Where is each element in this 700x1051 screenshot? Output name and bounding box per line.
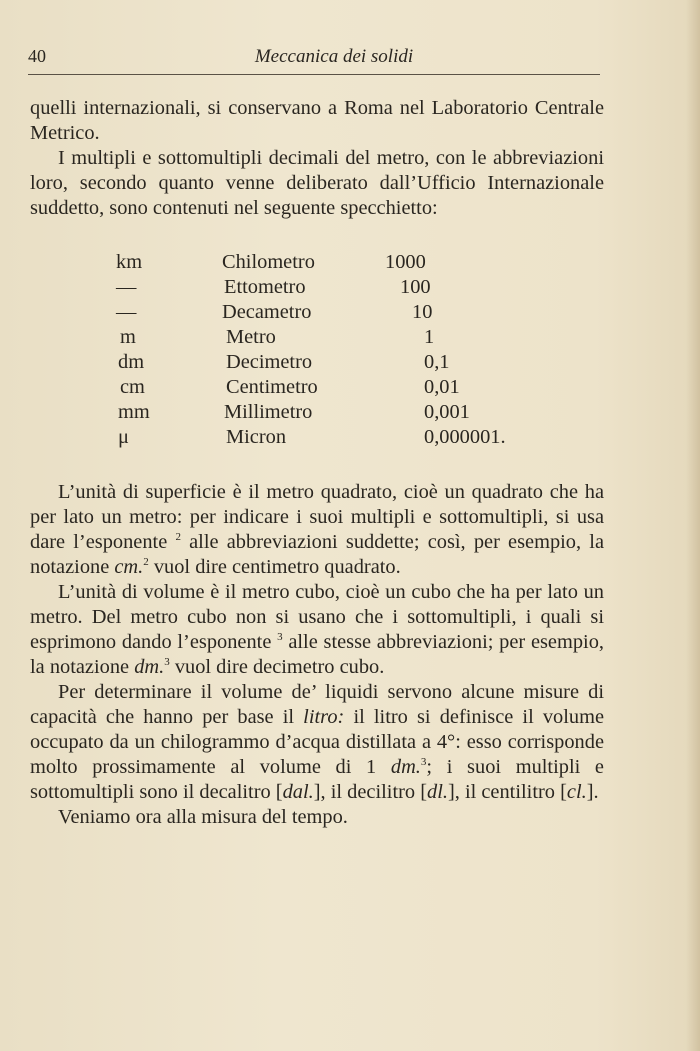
paragraph-5-text-f: ]. [586,781,599,803]
term-italic: litro: [303,706,345,728]
unit-name: Metro [226,326,276,348]
table-row [30,425,604,450]
unit-value: 0,001 [424,401,470,423]
paragraph-5 [30,680,604,805]
paragraph-4-text-b: alle stesse abbreviazioni; per esempio, la notazione [30,631,604,678]
unit-abbreviation: mm [118,401,150,423]
unit-name: Millimetro [224,401,313,423]
paragraph-4-text-c: vuol dire decimetro cubo. [169,656,385,678]
unit-abbreviation: μ [118,426,129,448]
unit-abbreviation: — [116,276,137,298]
table-row [30,300,604,325]
unit-value: 1 [424,326,435,348]
unit-abbreviation: dm [118,351,145,373]
abbreviation-italic: dal. [282,781,314,803]
exponent: 2 [143,556,149,568]
abbreviation-italic: dl. [427,781,448,803]
unit-value: 0,01 [424,376,460,398]
paragraph-4 [30,580,604,680]
unit-name: Ettometro [224,276,306,298]
unit-name: Centimetro [226,376,318,398]
exponent: 3 [277,631,283,643]
notation-italic: dm. [134,656,165,678]
abbreviation-italic: cl. [566,781,587,803]
unit-value: 100 [400,276,431,298]
paragraph-5-text-e: ], il centilitro [ [447,781,567,803]
page-number: 40 [28,46,46,66]
unit-name: Decimetro [226,351,313,373]
paragraph-5-text-c: ; i suoi multipli e sottomultipli sono il decalitro [ [30,756,604,803]
paragraph-3-text-b: alle abbreviazioni suddette; così, per esempio, la notazione [30,531,604,578]
exponent: 3 [164,656,170,668]
paragraph-5-text-a: Per determinare il volume de’ liquidi servono alcune misure di capacità che hanno per base il [30,681,604,728]
page-header [28,46,600,75]
notation-italic: cm. [114,556,144,578]
table-row [30,350,604,375]
running-title: Meccanica dei solidi [254,46,414,67]
paragraph-4-text-a: L’unità di volume è il metro cubo, cioè un cubo che ha per lato un metro. Del metro cubo non si usano che i sottomultipli, i quali si esprimono dando l’esponente [30,581,604,653]
paragraph-5-text-b: il litro si definisce il volume occupato da un chilogrammo d’acqua distillata a 4°: esso corrisponde molto prossimamente al volume di 1 [30,706,605,778]
exponent: 3 [420,756,427,768]
unit-name: Chilometro [222,251,315,273]
table-row [30,400,604,425]
table-row [30,275,604,300]
table-row [30,250,604,275]
unit-abbreviation: m [120,326,136,348]
unit-value: 0,1 [424,351,450,373]
unit-name: Micron [226,426,287,448]
page-edge-shadow [686,0,700,1051]
notation-italic: dm. [390,756,421,778]
unit-abbreviation: km [116,251,143,273]
paragraph-3-text-c: vuol dire centimetro quadrato. [148,556,401,578]
exponent: 2 [175,531,181,543]
units-table [30,250,604,450]
paragraph-3-text-a: L’unità di superficie è il metro quadrato, cioè un quadrato che ha per lato un metro: per indicare i suoi multipli e sottomultipli, si usa dare l’esponente [30,481,604,553]
unit-abbreviation: cm [120,376,145,398]
unit-value: 1000 [385,251,426,273]
paragraph-1: quelli internazionali, si conservano a Roma nel Laboratorio Centrale Metrico. [30,97,604,144]
table-row [30,375,604,400]
table-row [30,325,604,350]
unit-value: 0,000001. [424,426,506,448]
unit-abbreviation: — [116,301,137,323]
paragraph-6: Veniamo ora alla misura del tempo. [58,806,348,828]
paragraph-2: I multipli e sottomultipli decimali del metro, con le abbreviazioni loro, secondo quanto venne deliberato dall’Ufficio Internazionale suddetto, sono contenuti nel seguente specchietto: [30,147,604,219]
paragraph-5-text-d: ], il decilitro [ [313,781,427,803]
paragraph-3 [30,480,604,580]
unit-value: 10 [412,301,433,323]
page-body [30,96,604,830]
unit-name: Decametro [222,301,312,323]
